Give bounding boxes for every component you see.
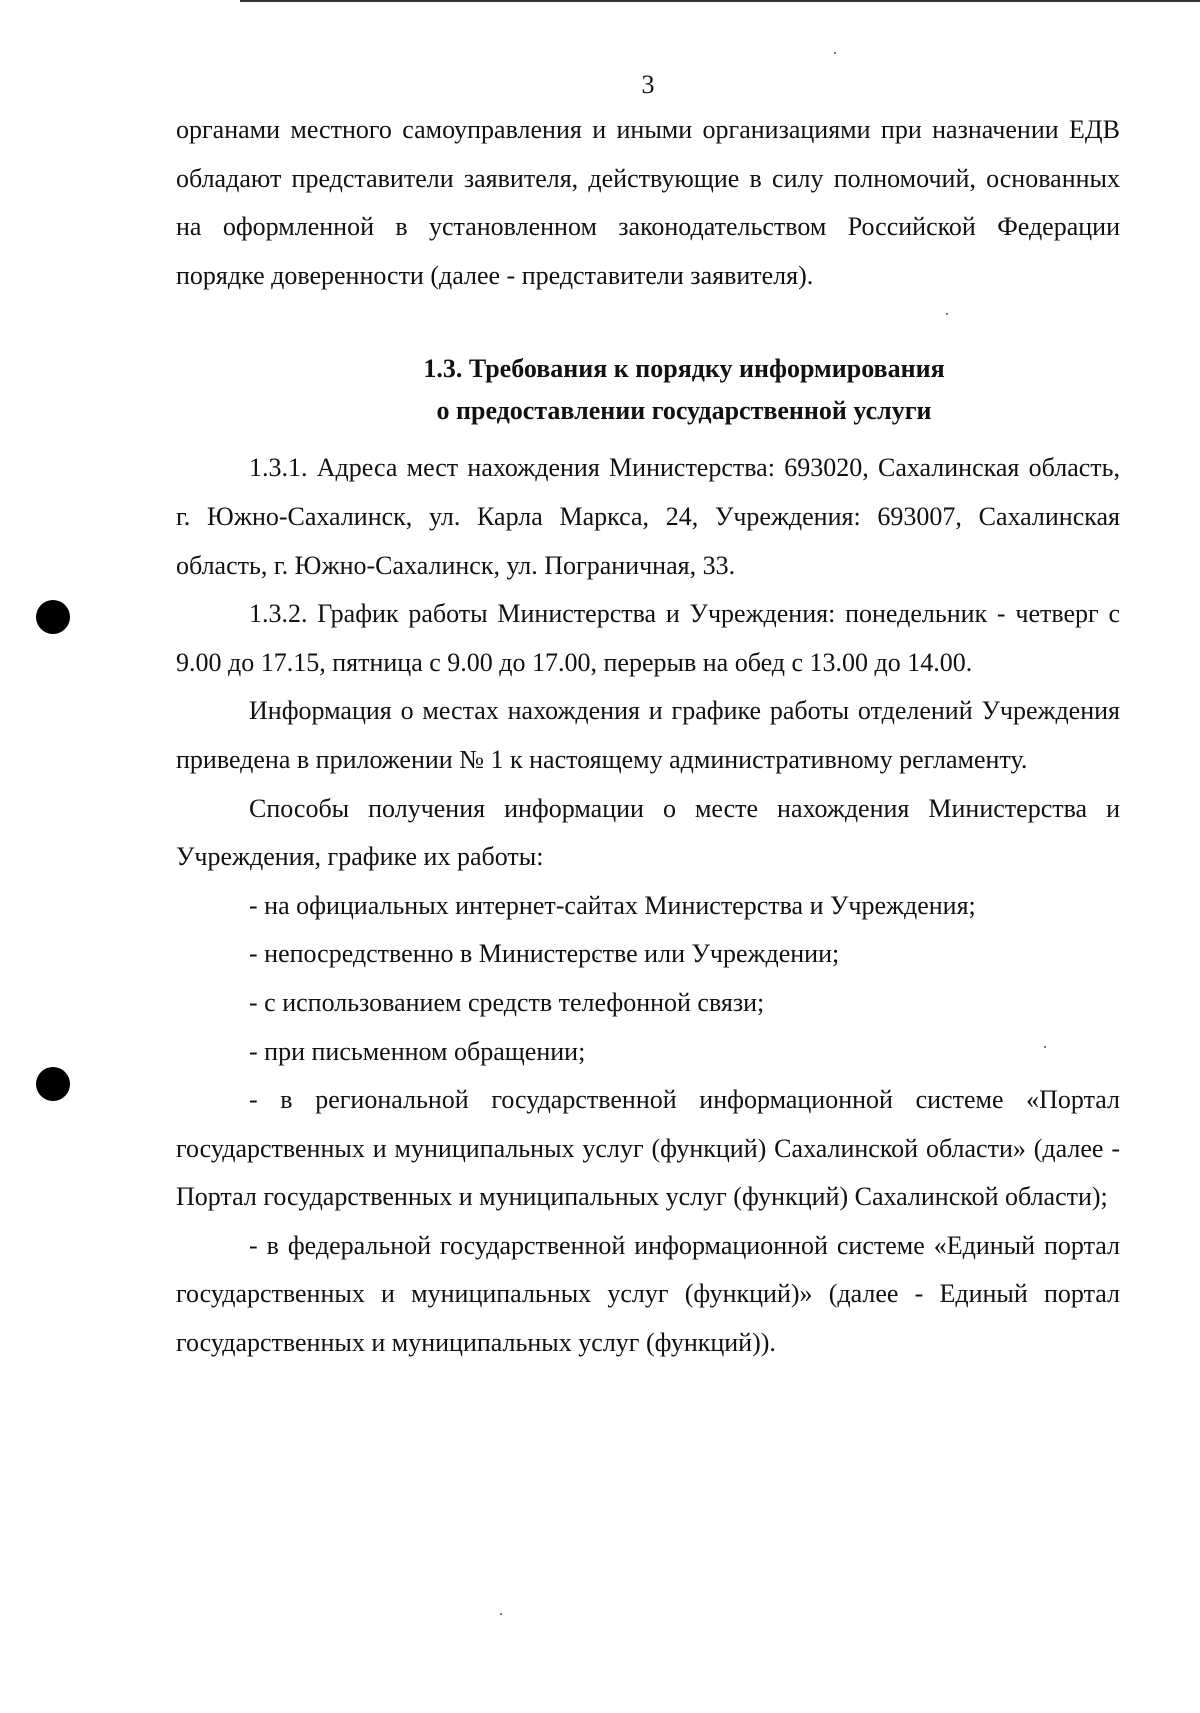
paragraph-addresses: 1.3.1. Адреса мест нахождения Министерства: 693020, Сахалинская область, г. Южно-Сахалинск, ул. Карла Маркса, 24, Учреждения: 693007, Сахалинская область, г. Южно-Сахалинск, ул. Пограничная, 33. [176,453,1120,580]
page-number: 3 [641,70,655,99]
paragraph-representatives: органами местного самоуправления и иными организациями при назначении ЕДВ обладают представители заявителя, действующие в силу полномочий, основанных на оформленной в установленном законодательством Российской Федерации порядке доверенности (далее - представители заявителя). [176,115,1120,290]
document-body [176,106,1120,1368]
list-item-written: - при письменном обращении; [249,1036,586,1066]
paragraph-info-methods: Способы получения информации о месте нахождения Министерства и Учреждения, графике их работы: [176,793,1120,872]
scan-speck [834,52,836,54]
punch-hole-top [36,600,70,634]
list-item-regional-portal: - в региональной государственной информационной системе «Портал государственных и муниципальных услуг (функций) Сахалинской области» (далее - Портал государственных и муниципальных услуг (функций) Сахалинской области); [176,1085,1120,1212]
top-border-line [240,0,1200,2]
paragraph-branches-info: Информация о местах нахождения и графике работы отделений Учреждения приведена в приложении № 1 к настоящему административному регламенту. [176,696,1120,774]
punch-hole-bottom [36,1067,70,1101]
list-item-websites: - на официальных интернет-сайтах Министерства и Учреждения; [249,890,976,920]
section-heading-line2: о предоставлении государственной услуги [436,396,932,426]
paragraph-schedule: 1.3.2. График работы Министерства и Учреждения: понедельник - четверг с 9.00 до 17.15, пятница с 9.00 до 17.00, перерыв на обед с 13.00 до 14.00. [176,599,1120,677]
section-heading [176,348,1120,432]
list-item-in-person: - непосредственно в Министерстве или Учреждении; [249,939,840,969]
scan-speck [500,1613,502,1615]
list-item-telephone: - с использованием средств телефонной связи; [249,987,765,1017]
section-heading-line1: 1.3. Требования к порядку информирования [423,354,945,384]
list-item-federal-portal: - в федеральной государственной информационной системе «Единый портал государственных и муниципальных услуг (функций)» (далее - Единый портал государственных и муниципальных услуг (функций)). [176,1230,1120,1358]
